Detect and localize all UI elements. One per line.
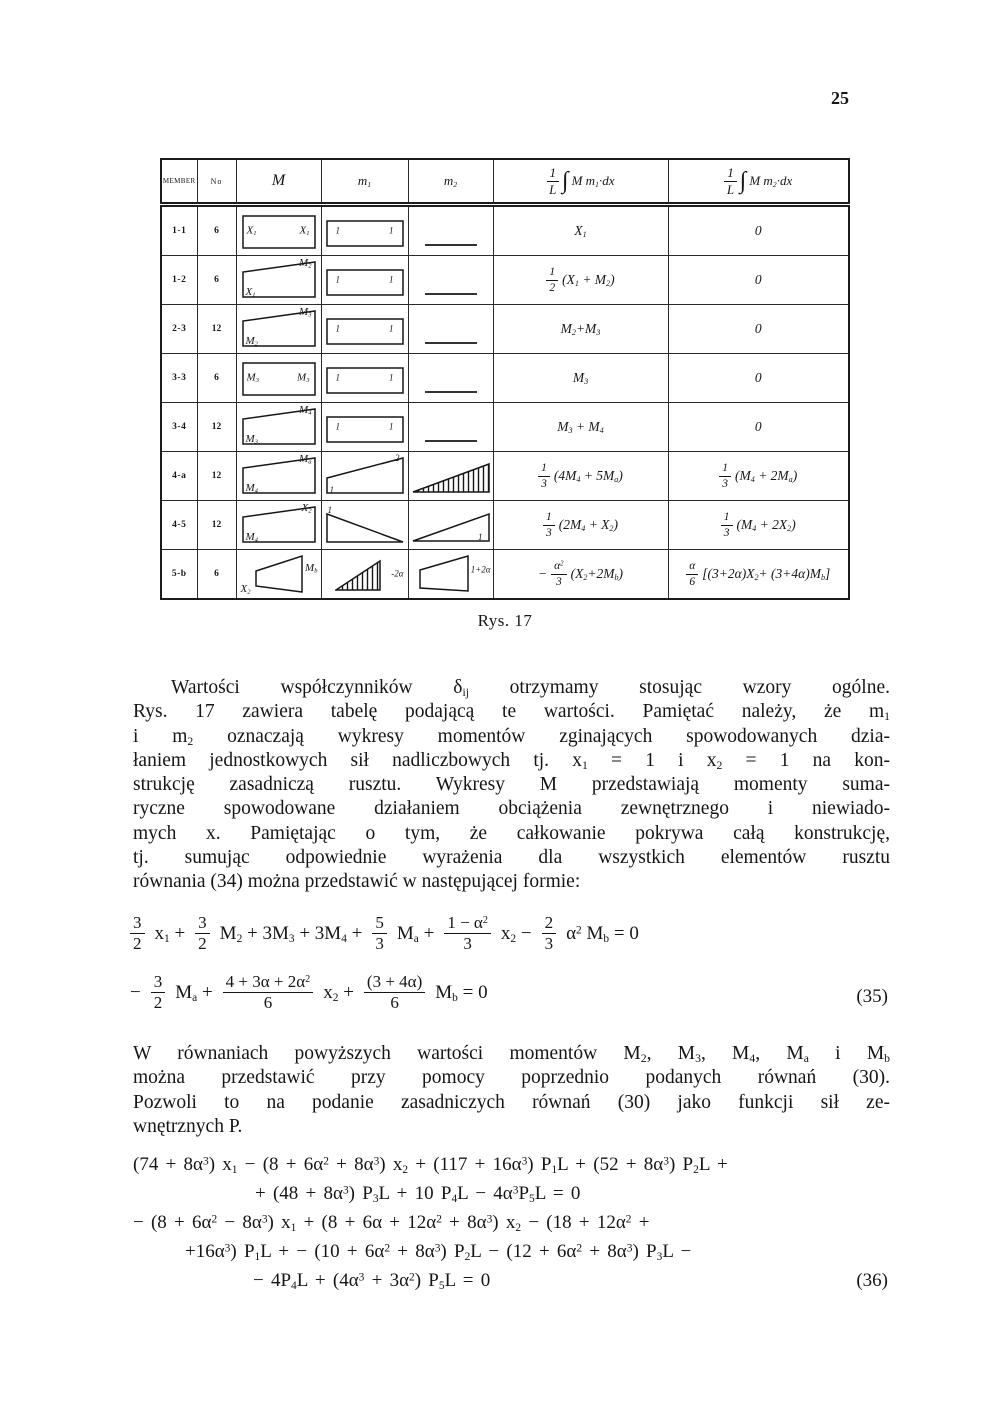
header-m1: $m_1$ — [321, 159, 408, 205]
member-no: 6 — [197, 205, 236, 256]
equation-number-35: (35) — [856, 986, 888, 1007]
member-no: 6 — [197, 354, 236, 403]
text-line: ryczne spowodowane działaniem obciążenia zewnętrznego i niewiado- — [133, 798, 890, 820]
integral-mm2-value: 0 — [754, 419, 762, 434]
integral-mm1-value: $\frac{1}{3}$ $(4M_4 + 5M_a)$ — [494, 462, 668, 489]
member-no: 12 — [197, 452, 236, 501]
text-line: Pozwoli to na podanie zasadniczych równań (30) jako funkcji sił ze- — [133, 1091, 890, 1113]
diagram-label: 1+2α — [470, 564, 491, 575]
m-diagram — [237, 207, 321, 255]
member-id: 5-b — [161, 550, 197, 600]
diagram-label: $M_4$ — [245, 531, 258, 544]
member-no: 6 — [197, 256, 236, 305]
m2-diagram — [409, 354, 493, 402]
m1-diagram — [322, 207, 408, 255]
table-row — [161, 305, 849, 354]
equation-36-line-5: − $4P_4L + (4\alpha^3 + 3\alpha^2) P_5L = 0$ — [253, 1270, 491, 1292]
member-no: 12 — [197, 305, 236, 354]
diagram-label: 1 — [329, 485, 334, 495]
integral-mm2-value: 0 — [754, 370, 762, 385]
m-diagram — [237, 550, 321, 598]
text-line: i $m_2$ oznaczają wykresy momentów zginających spowodowanych dzia- — [133, 725, 890, 748]
equation-36 — [133, 1150, 890, 1295]
m-diagram — [237, 452, 321, 500]
m2-diagram — [409, 305, 493, 353]
m2-diagram — [409, 207, 493, 255]
diagram-label: $X_1$ — [246, 224, 257, 238]
text-line: strukcję zasadniczą rusztu. Wykresy M przedstawiają momenty suma- — [133, 774, 890, 796]
diagram-label: 1 — [389, 323, 394, 334]
text-line: wnętrznych P. — [133, 1115, 243, 1137]
equation-35-line-2: − $\frac{3}{2}$ $M_a$ + $\frac{4 + 3\alpha + 2\alpha^2}{6}$ $x_2$ + $\frac{(3 + 4\alpha)}{6}$ $M_b = 0$ — [130, 972, 488, 1012]
equation-36-line-2: + $(48 + 8\alpha^3)$ $P_3L + 10$ $P_4L - 4\alpha^3P_5L = 0$ — [255, 1183, 581, 1205]
text-line: Rys. 17 zawiera tabelę podającą te wartości. Pamiętać należy, że $m_1$ — [133, 701, 890, 724]
member-id: 3-3 — [161, 354, 197, 403]
integral-mm1-value: $M_2+M_3$ — [560, 321, 601, 338]
integral-icon: ∫ — [562, 168, 569, 194]
text-line: można przedstawić przy pomocy poprzednio podanych równań (30). — [133, 1067, 890, 1089]
table-row — [161, 550, 849, 600]
member-no: 6 — [197, 550, 236, 600]
diagram-label: 1 — [335, 323, 340, 334]
m2-diagram — [409, 452, 493, 500]
diagram-label: $X_1$ — [245, 286, 256, 299]
figure-caption: Rys. 17 — [477, 611, 533, 630]
paragraph-2 — [133, 1042, 890, 1139]
member-no: 12 — [197, 501, 236, 550]
m2-diagram — [409, 501, 493, 549]
diagram-label: 1 — [389, 274, 394, 285]
table-row — [161, 256, 849, 305]
diagram-label: 1 — [335, 225, 340, 236]
text-line: Wartości współczynników $\delta_{ij}$ otrzymamy stosując wzory ogólne. — [171, 677, 890, 699]
diagram-label: $M_4$ — [245, 482, 258, 495]
diagram-label: 1 — [389, 372, 394, 383]
member-id: 4-a — [161, 452, 197, 501]
m-diagram — [237, 403, 321, 451]
header-m2: $m_2$ — [408, 159, 493, 205]
integral-mm1-value: $M_3$ — [572, 370, 589, 387]
m1-diagram — [322, 452, 408, 500]
integral-icon: ∫ — [739, 168, 747, 194]
integral-mm1-value: $X_1$ — [574, 223, 587, 240]
header-m: M — [236, 159, 321, 205]
integral-mm1-value: $\frac{1}{3}$ $(2M_4 + X_2)$ — [494, 511, 668, 538]
text-line: równania (34) można przedstawić w następującej formie: — [133, 871, 581, 893]
member-no: 12 — [197, 403, 236, 452]
diagram-label: 2 — [395, 453, 400, 463]
m1-diagram — [322, 550, 408, 598]
m-diagram — [237, 305, 321, 353]
m1-diagram — [322, 501, 408, 549]
diagram-label: 1 — [327, 505, 332, 515]
integral-mm2-value: 0 — [754, 272, 762, 287]
diagram-label: $M_a$ — [299, 453, 312, 466]
diagram-label: 1 — [478, 532, 483, 542]
text-line: W równaniach powyższych wartości momentów $M_2$, $M_3$, $M_4$, $M_a$ i $M_b$ — [133, 1043, 891, 1065]
table-row — [161, 354, 849, 403]
header-integral-mm1: $\frac{1}{L}$ ∫ M $m_1\cdot dx$ — [493, 159, 668, 205]
diagram-label: -2α — [391, 568, 404, 579]
integral-mm1-value: − $\frac{\alpha^2}{3}$ $(X_2+2M_b)$ — [537, 560, 624, 588]
equation-36-line-4: $+16\alpha^3$) $P_1L$ + − $(10 + 6\alpha^2 + 8\alpha^3)$ $P_2L - (12 + 6\alpha^2 + 8\alpha^3) P_3L$ − — [185, 1241, 692, 1263]
table-row — [161, 403, 849, 452]
equation-36-line-1: $(74 + 8\alpha^3)$ $x_1 - (8 + 6\alpha^2 + 8\alpha^3) x_2 + (117 + 16\alpha^3) P_1L + (52 + 8\alpha^3) P_2L$ + — [133, 1154, 728, 1176]
m-diagram — [237, 501, 321, 549]
member-id: 2-3 — [161, 305, 197, 354]
m1-diagram — [322, 256, 408, 304]
member-id: 1-1 — [161, 205, 197, 256]
m2-diagram — [409, 403, 493, 451]
diagram-label: $M_3$ — [245, 433, 258, 446]
diagram-label: 1 — [335, 421, 340, 432]
m2-diagram — [409, 550, 493, 598]
text-line: tj. sumując odpowiednie wyrażenia dla wszystkich elementów rusztu — [133, 847, 890, 869]
diagram-label: $M_4$ — [299, 404, 312, 417]
equation-35 — [130, 910, 892, 1016]
header-integral-mm2: $\frac{1}{L}$ ∫ M $m_2\cdot dx$ — [668, 159, 849, 205]
diagram-label: 1 — [389, 225, 394, 236]
m-diagram — [237, 256, 321, 304]
diagram-label: $M_3$ — [299, 306, 312, 319]
member-id: 3-4 — [161, 403, 197, 452]
diagram-label: $M_b$ — [305, 562, 318, 575]
member-id: 4-5 — [161, 501, 197, 550]
diagram-label: $X_1$ — [299, 224, 310, 238]
m2-diagram — [409, 256, 493, 304]
diagram-label: $X_2$ — [301, 502, 312, 515]
integral-mm2-value: 0 — [754, 321, 762, 336]
m1-diagram — [322, 354, 408, 402]
integral-mm1-value: $\frac{1}{2}$ $(X_1 + M_2)$ — [494, 266, 668, 293]
diagram-label: $M_2$ — [299, 257, 312, 270]
page-number: 25 — [831, 88, 849, 108]
paragraph-1 — [133, 676, 890, 895]
integral-mm2-value: $\frac{1}{3}$ $(M_4 + 2M_a)$ — [669, 462, 849, 489]
header-member: MEMBER — [161, 159, 197, 205]
m-diagram — [237, 354, 321, 402]
table-header-row — [161, 159, 849, 205]
table-row — [161, 501, 849, 550]
integral-mm2-value: $\frac{1}{3}$ $(M_4 + 2X_2)$ — [669, 511, 849, 538]
diagram-label: 1 — [335, 372, 340, 383]
diagram-label: $X_2$ — [240, 583, 251, 596]
equation-35-line-1: $\frac{3}{2}$ $x_1$ + $\frac{3}{2}$ $M_2 + 3M_3 + 3M_4$ + $\frac{5}{3}$ $M_a$ + $\frac{1 - \alpha^2}{3}$ $x_2$ − $\frac{2}{3}$ $\alpha^2$ $M_b = 0$ — [130, 910, 892, 957]
table-row — [161, 452, 849, 501]
integral-mm2-value: 0 — [754, 223, 762, 238]
m1-diagram — [322, 403, 408, 451]
table-row — [161, 205, 849, 256]
equation-number-36: (36) — [856, 1270, 888, 1291]
m1-diagram — [322, 305, 408, 353]
member-id: 1-2 — [161, 256, 197, 305]
integral-mm2-value: $\frac{\alpha}{6}$ $[(3+2\alpha)X_2+ (3+4\alpha)M_b]$ — [669, 560, 849, 587]
text-line: łaniem jednostkowych sił nadliczbowych tj. $x_1 = 1$ i $x_2 = 1$ na kon- — [133, 749, 890, 772]
diagram-label: $M_3$ — [246, 371, 259, 385]
moment-integral-table — [160, 158, 850, 600]
text-line: mych x. Pamiętając o tym, że całkowanie pokrywa całą konstrukcję, — [133, 822, 890, 844]
diagram-label: $M_2$ — [245, 335, 258, 348]
integral-mm1-value: $M_3 + M_4$ — [557, 419, 604, 436]
diagram-label: 1 — [389, 421, 394, 432]
diagram-label: $M_3$ — [297, 371, 310, 385]
diagram-label: 1 — [335, 274, 340, 285]
equation-36-line-3: − $(8 + 6\alpha^2 - 8\alpha^3)$ $x_1 + (8 + 6\alpha + 12\alpha^2 + 8\alpha^3) x_2 - (18 + 12\alpha^2$ + — [133, 1212, 650, 1234]
header-no: No — [197, 159, 236, 205]
